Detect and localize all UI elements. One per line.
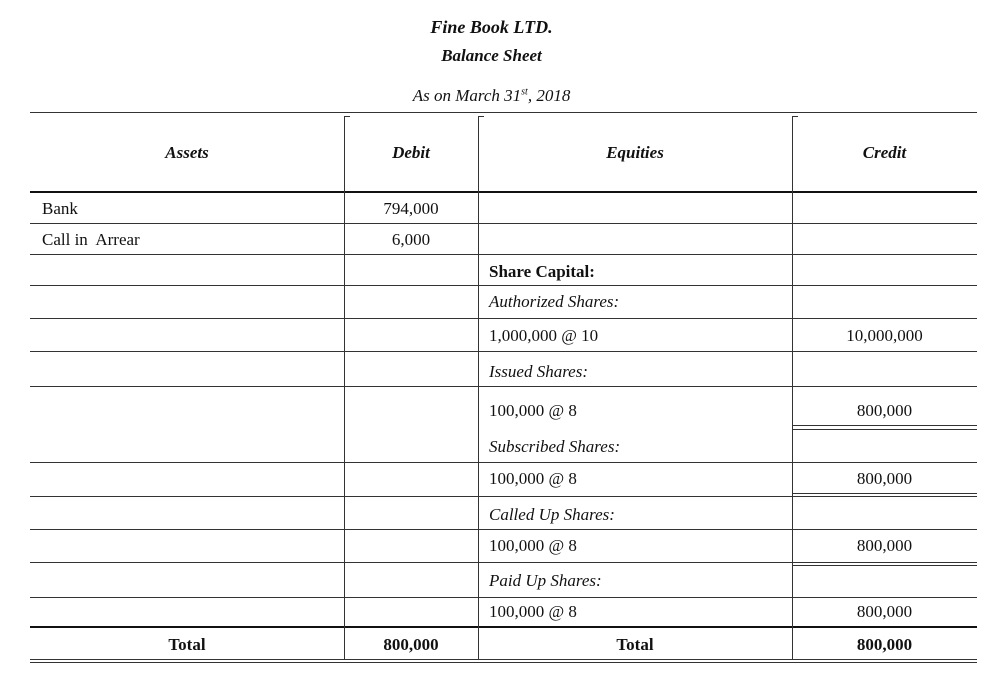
row-line (30, 254, 977, 255)
credit-underline (792, 429, 977, 430)
col-header-equities: Equities (606, 143, 664, 162)
col-header-debit: Debit (392, 143, 430, 162)
subscribed-shares-label: Subscribed Shares: (489, 437, 621, 456)
total-bottom-double-line (30, 662, 977, 663)
issued-shares-detail: 100,000 @ 8 (489, 401, 577, 420)
called-up-shares-label: Called Up Shares: (489, 505, 615, 524)
called-up-shares-detail: 100,000 @ 8 (489, 536, 577, 555)
subscribed-shares-credit: 800,000 (856, 469, 913, 488)
bracket-tick (792, 116, 798, 117)
total-top-line (30, 626, 977, 628)
paid-up-shares-label: Paid Up Shares: (489, 571, 602, 590)
bracket-tick (344, 116, 350, 117)
table-top-line (30, 112, 977, 113)
paid-up-shares-detail: 100,000 @ 8 (489, 602, 577, 621)
issued-shares-label: Issued Shares: (489, 362, 588, 381)
subscribed-shares-detail: 100,000 @ 8 (489, 469, 577, 488)
header-bottom-line (30, 191, 977, 193)
row-line (30, 223, 977, 224)
row-line (30, 496, 977, 497)
column-divider (478, 116, 479, 659)
asset-debit-call-in-arrear: 6,000 (391, 230, 431, 249)
col-header-assets: Assets (165, 143, 209, 162)
row-line (30, 529, 977, 530)
share-capital-heading: Share Capital: (489, 262, 595, 281)
assets-total-label: Total (168, 635, 206, 654)
total-bottom-line (30, 659, 977, 660)
row-line (30, 285, 977, 286)
paid-up-shares-credit: 800,000 (856, 602, 913, 621)
document-title: Balance Sheet (441, 46, 542, 65)
as-on-superscript: st (521, 86, 528, 98)
row-line (30, 318, 977, 319)
row-line (30, 597, 977, 598)
asset-label-bank: Bank (42, 199, 78, 218)
authorized-shares-credit: 10,000,000 (846, 326, 923, 345)
row-line (30, 351, 977, 352)
equities-total-label: Total (616, 635, 654, 654)
asset-label-call-in-arrear: Call in Arrear (42, 230, 140, 249)
row-line (30, 562, 977, 563)
authorized-shares-detail: 1,000,000 @ 10 (489, 326, 599, 345)
credit-underline (792, 493, 977, 494)
column-divider (344, 116, 345, 659)
company-name: Fine Book LTD. (430, 17, 553, 37)
column-divider (792, 116, 793, 659)
as-on-prefix: As on March 31 (412, 86, 522, 105)
called-up-shares-credit: 800,000 (856, 536, 913, 555)
asset-debit-bank: 794,000 (383, 199, 439, 218)
authorized-shares-label: Authorized Shares: (489, 292, 620, 311)
col-header-credit: Credit (862, 143, 907, 162)
credit-total: 800,000 (856, 635, 913, 654)
bracket-tick (478, 116, 484, 117)
row-line (30, 386, 977, 387)
debit-total: 800,000 (383, 635, 439, 654)
credit-underline (792, 425, 977, 426)
credit-underline (792, 565, 977, 566)
as-on-suffix: , 2018 (527, 86, 571, 105)
row-line (30, 462, 977, 463)
as-on-date (0, 86, 983, 106)
issued-shares-credit: 800,000 (856, 401, 913, 420)
